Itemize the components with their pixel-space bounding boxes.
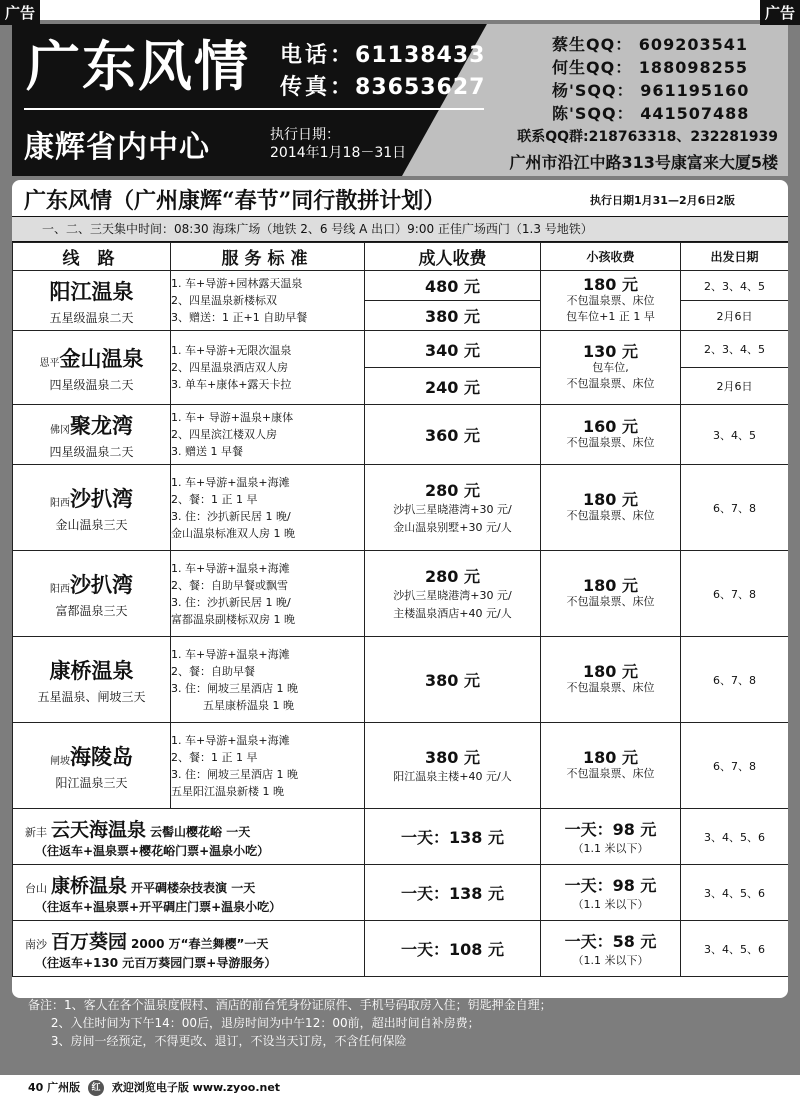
- service-cell: [171, 637, 365, 723]
- price-sheet: [12, 180, 788, 998]
- advert-page: [0, 20, 800, 1075]
- col-header-adult: 成人收费: [365, 243, 541, 271]
- adult-price: 380 元: [425, 307, 480, 326]
- service-line: 1. 车+导游+温泉+海滩: [171, 475, 290, 489]
- daytrip-title: [13, 815, 364, 842]
- table-row: [13, 921, 789, 977]
- child-price: 180 元: [583, 661, 638, 681]
- daytrip-child-note: （1.1 米以下）: [572, 842, 649, 855]
- daytrip-child-price: 一天：98 元: [564, 820, 657, 839]
- route-sub: 五星温泉、闸坡三天: [37, 689, 146, 704]
- daytrip-child-price: 一天：98 元: [564, 876, 657, 895]
- adult-price-cell: [365, 637, 541, 723]
- website-text: 欢迎浏览电子版 www.zyoo.net: [111, 1081, 281, 1094]
- daytrip-sub: （往返车+温泉票+樱花峪门票+温泉小吃）: [35, 843, 270, 858]
- daytrip-price: 一天：138 元: [365, 865, 541, 921]
- phone-number: 61138433: [355, 43, 486, 68]
- adult-price: 360 元: [425, 426, 480, 445]
- child-note: 不包温泉票、床位: [566, 376, 655, 390]
- qq-contact: [552, 55, 748, 78]
- depart-cell: 2、3、4、5: [681, 331, 789, 368]
- table-row: [13, 809, 789, 865]
- note-line: 3、房间一经预定，不得更改、退订，不设当天订房，不含任何保险: [28, 1034, 407, 1048]
- phone-label: 电话：: [280, 43, 356, 68]
- daytrip-desc: 开平碉楼杂技表演 一天: [131, 880, 256, 895]
- child-note: 包车位+1 正 1 早: [566, 309, 655, 323]
- service-line: 2、四星温泉酒店双人房: [171, 361, 288, 374]
- daytrip-title: [13, 871, 364, 898]
- exec-date: [270, 126, 406, 162]
- child-price-cell: [541, 405, 681, 465]
- daytrip-sub: （往返车+130 元百万葵园门票+导游服务）: [35, 955, 277, 970]
- depart-cell: 3、4、5、6: [681, 809, 789, 865]
- depart-cell: 6、7、8: [681, 465, 789, 551]
- adult-price: 280 元: [425, 481, 480, 500]
- ad-tag-right: 广告: [760, 0, 800, 25]
- daytrip-child-cell: [541, 865, 681, 921]
- route-sub: 四星级温泉二天: [49, 444, 134, 459]
- col-header-depart: 出发日期: [681, 243, 789, 271]
- route-name: 聚龙湾: [70, 412, 133, 438]
- daytrip-name: 百万葵园: [51, 930, 128, 953]
- child-price: 180 元: [583, 575, 638, 595]
- ad-tag-left: 广告: [0, 0, 40, 25]
- col-header-service: 服务标准: [171, 243, 365, 271]
- service-line: 3. 住：闸坡三星酒店 1 晚: [171, 767, 298, 781]
- service-line: 3、赠送：1 正+1 自助早餐: [171, 311, 308, 324]
- daytrip-desc: 云髻山樱花峪 一天: [150, 824, 251, 839]
- route-cell: [13, 551, 171, 637]
- route-sub: 五星级温泉二天: [49, 310, 134, 325]
- child-price: 180 元: [583, 274, 638, 294]
- adult-price-cell: [365, 551, 541, 637]
- service-line: 3. 住：沙扒新民居 1 晚/: [171, 509, 291, 523]
- route-name: 阳江温泉: [49, 278, 134, 304]
- route-name: 海陵岛: [70, 743, 133, 769]
- daytrip-prefix: 台山: [25, 881, 47, 895]
- service-line: 2、餐：1 正 1 早: [171, 492, 258, 506]
- service-line: 五星阳江温泉新楼 1 晚: [171, 784, 284, 798]
- route-name: 沙扒湾: [70, 485, 133, 511]
- depart-cell: 2、3、4、5: [681, 271, 789, 301]
- adult-price: 340 元: [425, 340, 480, 360]
- child-note: 包车位,: [592, 360, 629, 374]
- route-sub: 金山温泉三天: [55, 517, 128, 532]
- daytrip-cell: [13, 921, 365, 977]
- daytrip-price: 一天：138 元: [365, 809, 541, 865]
- daytrip-name: 康桥温泉: [51, 874, 128, 897]
- publisher-logo-icon: 红: [88, 1080, 104, 1096]
- service-cell: [171, 331, 365, 405]
- plan-title: 广东风情（广州康辉“春节”同行散拼计划）: [24, 188, 446, 214]
- adult-note: 沙扒三星晓港湾+30 元/: [393, 589, 512, 602]
- depart-cell: 6、7、8: [681, 551, 789, 637]
- adult-price: 380 元: [425, 671, 480, 690]
- depart-cell: 3、4、5: [681, 405, 789, 465]
- adult-price-cell: [365, 723, 541, 809]
- adult-price: 240 元: [425, 377, 480, 397]
- route-name: 沙扒湾: [70, 571, 133, 597]
- adult-price: 280 元: [425, 567, 480, 586]
- table-row: [13, 865, 789, 921]
- table-row: [13, 637, 789, 723]
- service-line: 1. 车+导游+温泉+海滩: [171, 561, 290, 575]
- child-price: 160 元: [583, 416, 638, 436]
- route-cell: [13, 637, 171, 723]
- table-row: [13, 271, 789, 301]
- table-row: [13, 723, 789, 809]
- child-price-cell: [541, 331, 681, 405]
- adult-price-cell: [365, 271, 541, 301]
- route-cell: [13, 465, 171, 551]
- adult-price-cell: [365, 465, 541, 551]
- child-price-cell: [541, 637, 681, 723]
- service-line: 3. 单车+康体+露天卡拉: [171, 378, 292, 391]
- service-line: 2、四星温泉新楼标双: [171, 294, 277, 307]
- center-name: 康辉省内中心: [24, 130, 210, 165]
- fax-line: [280, 70, 485, 101]
- daytrip-child-note: （1.1 米以下）: [572, 898, 649, 911]
- table-row: [13, 551, 789, 637]
- service-line: 2、餐：自助早餐或飘雪: [171, 578, 288, 592]
- table-row: [13, 405, 789, 465]
- service-cell: [171, 723, 365, 809]
- child-note: 不包温泉票、床位: [566, 293, 655, 307]
- child-note: 不包温泉票、床位: [566, 680, 655, 694]
- route-prefix: 阳西: [50, 583, 70, 595]
- route-prefix: 佛冈: [50, 424, 70, 436]
- route-sub: 富都温泉三天: [55, 603, 128, 618]
- qq-group: 联系QQ群:218763318、232281939: [517, 129, 778, 145]
- service-line: 金山温泉标准双人房 1 晚: [171, 526, 295, 540]
- qq-name: 蔡生QQ：: [552, 35, 633, 54]
- daytrip-prefix: 南沙: [25, 937, 47, 951]
- notes-block: [28, 996, 552, 1050]
- daytrip-cell: [13, 809, 365, 865]
- route-prefix: 阳西: [50, 497, 70, 509]
- depart-cell: 6、7、8: [681, 723, 789, 809]
- route-cell: [13, 723, 171, 809]
- page-number: 40: [28, 1081, 44, 1094]
- route-cell: [13, 331, 171, 405]
- service-line: 2、餐：1 正 1 早: [171, 750, 258, 764]
- table-header-row: [13, 243, 789, 271]
- child-price: 180 元: [583, 489, 638, 509]
- route-sub: 阳江温泉三天: [55, 775, 128, 790]
- daytrip-title: [13, 927, 364, 954]
- route-cell: [13, 405, 171, 465]
- adult-price: 480 元: [425, 277, 480, 296]
- service-cell: [171, 405, 365, 465]
- service-line: 2、四星滨江楼双人房: [171, 428, 277, 441]
- meeting-info: 一、二、三天集中时间：08:30 海珠广场（地铁 2、6 号线 A 出口）9:00 正佳广场西门（1.3 号地铁）: [12, 216, 788, 242]
- daytrip-child-cell: [541, 921, 681, 977]
- table-row: [13, 331, 789, 368]
- route-name: 康桥温泉: [49, 657, 134, 683]
- depart-cell: 3、4、5、6: [681, 921, 789, 977]
- child-note: 不包温泉票、床位: [566, 435, 655, 449]
- qq-name: 何生QQ：: [552, 58, 633, 77]
- service-line: 富都温泉副楼标双房 1 晚: [171, 612, 295, 626]
- table-row: [13, 465, 789, 551]
- fax-number: 83653627: [355, 75, 486, 100]
- fax-label: 传真：: [280, 75, 356, 100]
- daytrip-price: 一天：108 元: [365, 921, 541, 977]
- route-sub: 四星级温泉二天: [49, 377, 134, 392]
- plan-exec-date: 执行日期1月31—2月6日2版: [590, 194, 735, 207]
- qq-number: 188098255: [638, 58, 748, 77]
- adult-price-cell: [365, 368, 541, 405]
- daytrip-cell: [13, 865, 365, 921]
- brand-title: 广东风情: [26, 34, 250, 98]
- address: 广州市沿江中路313号康富来大厦5楼: [509, 153, 778, 172]
- route-cell: [13, 271, 171, 331]
- phone-line: [280, 38, 485, 69]
- depart-cell: 6、7、8: [681, 637, 789, 723]
- daytrip-desc: 2000 万“春兰舞樱”一天: [131, 936, 269, 951]
- route-prefix: 闸坡: [50, 755, 70, 767]
- route-prefix: 恩平: [39, 357, 60, 369]
- child-note: 不包温泉票、床位: [566, 508, 655, 522]
- col-header-child: 小孩收费: [541, 243, 681, 271]
- qq-name: 杨'SQQ：: [552, 81, 634, 100]
- service-line: 3. 住：沙扒新民居 1 晚/: [171, 595, 291, 609]
- route-table: [12, 242, 788, 977]
- child-price-cell: [541, 551, 681, 637]
- qq-name: 陈'SQQ：: [552, 104, 634, 123]
- daytrip-child-note: （1.1 米以下）: [572, 954, 649, 967]
- note-line: 备注：1、客人在各个温泉度假村、酒店的前台凭身份证原件、手机号码取房入住；钥匙押金自理；: [28, 998, 552, 1012]
- qq-contact: [552, 78, 749, 101]
- child-note: 不包温泉票、床位: [566, 594, 655, 608]
- adult-note: 主楼温泉酒店+40 元/人: [393, 607, 512, 620]
- col-header-route: 线 路: [13, 243, 171, 271]
- exec-label: 执行日期：: [270, 127, 340, 143]
- service-line: 3. 住：闸坡三星酒店 1 晚: [171, 681, 298, 695]
- service-line: 1. 车+导游+温泉+海滩: [171, 733, 290, 747]
- daytrip-sub: （往返车+温泉票+开平碉庄门票+温泉小吃）: [35, 899, 282, 914]
- service-cell: [171, 551, 365, 637]
- qq-number: 441507488: [640, 104, 750, 123]
- adult-note: 金山温泉别墅+30 元/人: [393, 521, 512, 534]
- service-line: 1. 车+ 导游+温泉+康体: [171, 411, 294, 424]
- service-cell: [171, 271, 365, 331]
- service-line: 1. 车+导游+园林露天温泉: [171, 277, 303, 290]
- daytrip-name: 云天海温泉: [51, 818, 147, 841]
- footer-bar: [0, 1076, 800, 1100]
- service-line: 2、餐：自助早餐: [171, 664, 255, 678]
- service-line: 3. 赠送 1 早餐: [171, 445, 243, 458]
- qq-contact: [552, 32, 748, 55]
- adult-note: 沙扒三星晓港湾+30 元/: [393, 503, 512, 516]
- daytrip-child-price: 一天：58 元: [564, 932, 657, 951]
- service-cell: [171, 465, 365, 551]
- adult-price-cell: [365, 301, 541, 331]
- note-line: 2、入住时间为下午14：00后，退房时间为中午12：00前，超出时间自补房费；: [28, 1016, 480, 1030]
- child-price-cell: [541, 271, 681, 331]
- edition-label: 广州版: [47, 1081, 81, 1094]
- daytrip-child-cell: [541, 809, 681, 865]
- child-note: 不包温泉票、床位: [566, 766, 655, 780]
- header-banner: [12, 24, 788, 176]
- qq-contact: [552, 101, 749, 124]
- child-price-cell: [541, 723, 681, 809]
- child-price: 130 元: [583, 341, 638, 361]
- exec-range: 2014年1月18－31日: [270, 145, 407, 161]
- depart-cell: 2月6日: [681, 301, 789, 331]
- qq-number: 961195160: [640, 81, 750, 100]
- depart-cell: 3、4、5、6: [681, 865, 789, 921]
- child-price: 180 元: [583, 747, 638, 767]
- service-line: 五星康桥温泉 1 晚: [203, 698, 294, 712]
- daytrip-prefix: 新丰: [25, 825, 47, 839]
- service-line: 1. 车+导游+无限次温泉: [171, 344, 292, 357]
- child-price-cell: [541, 465, 681, 551]
- adult-price-cell: [365, 405, 541, 465]
- depart-cell: 2月6日: [681, 368, 789, 405]
- adult-note: 阳江温泉主楼+40 元/人: [393, 770, 512, 783]
- service-line: 1. 车+导游+温泉+海滩: [171, 647, 290, 661]
- adult-price-cell: [365, 331, 541, 368]
- route-name: 金山温泉: [59, 345, 144, 371]
- qq-number: 609203541: [638, 35, 748, 54]
- header-divider: [24, 108, 484, 110]
- adult-price: 380 元: [425, 748, 480, 767]
